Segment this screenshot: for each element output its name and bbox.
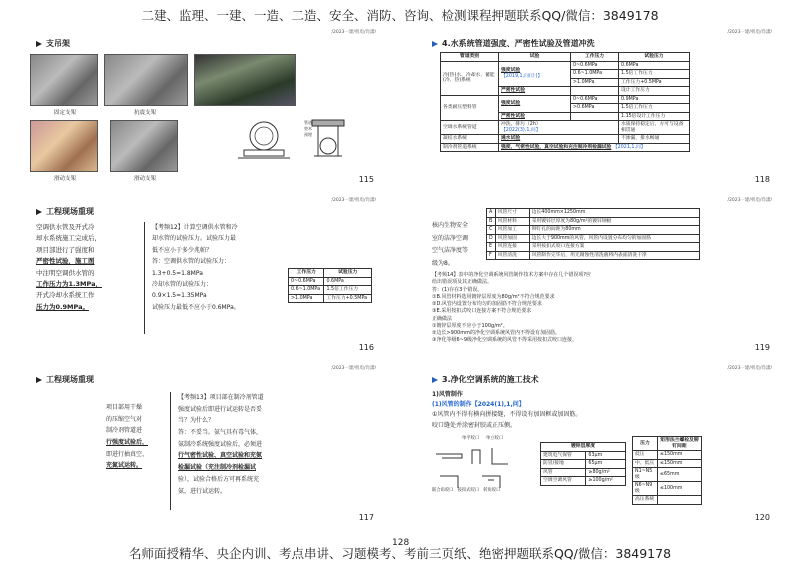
- scenario-text: 空调供水管及开式冷 却水系统施工完成后， 项目部进行了强度和 严密性试验，施工图 中注明空调供水管的 工作压力为1.3MPa， 开式冷却水系统工作 压力为0.9MPa。: [36, 223, 102, 311]
- mini-pressure-table: 工作压力 试验压力 0~0.6MPa 0.6MPa 0.6~1.0MPa 1.5倍工作压力 >1.0MPa 工作压力+0.5MPa: [288, 268, 372, 303]
- duct-plan-table: A 风管尺寸 边长400mm×1250mm B 风管材料 采用镀锌层厚度为80g/m²的镀锌钢板 C 风管加工 铆钉孔的间距为80mm D 风管加固 边长大于900mm的风管，风管内设置分布均匀的加固筋 E 风管连接 采用按扣式咬口连接方案 F 风管清洗 风管制作完毕后，用无腐蚀性清洗液将内表面清洗干净: [486, 208, 700, 260]
- seam-labels-top: 单平咬口 单立咬口: [462, 436, 504, 441]
- section-body: 1)风管制作 (1)风管的制作【2024(1),1,问】 ①风管内不得有横向拼接缝，不得设有加固框或加固筋。 咬口缝处并涂密封胶或正压侧。: [432, 391, 582, 429]
- triangle-icon: [36, 41, 42, 47]
- footer-page-number: 128: [392, 538, 410, 548]
- page-119: [418, 196, 778, 354]
- page-tag: /2023一建/机电/肖潇/: [331, 198, 376, 203]
- page-title: 工程现场重现: [36, 374, 94, 385]
- triangle-icon: [36, 377, 42, 383]
- caption-sliding-1: 滑动支架: [53, 176, 76, 182]
- page-number: 115: [358, 175, 374, 184]
- page-tag: /2023一建/机电/肖潇/: [331, 366, 376, 371]
- diagram-labels: 管道 垫木 预埋: [304, 120, 312, 137]
- seam-labels: 联合角咬口 按扣式咬口 转角咬口: [432, 488, 501, 493]
- page-number: 119: [754, 343, 770, 352]
- support-diagram: [222, 116, 352, 174]
- exam-answer: 【考频12】计算空调供水管和冷 却水管的试验压力。试验压力最 低不应小于多少兆帕？ 答：空调供水管的试验压力： 1.3+0.5=1.8MPa 冷却水管的试验压力： 0.9×1.5=1.35MPa 试验压力最低不应小于0.6MPa。: [152, 224, 240, 311]
- page-118: [418, 28, 778, 186]
- page-title: 工程现场重现: [36, 206, 94, 217]
- page-tag: /2023一建/机电/肖潇/: [727, 30, 772, 35]
- exam-answer: 【考频13】项目部在制冷剂管道 强度试验后即进行试运转是否妥 当？为什么？ 答：不妥当。氨气具有毒气体， 氨制冷系统强度试验后，必须进 行气密性试验、真空试验和充氨 检漏试验（充注制冷剂检漏试 验），试验合格后方可再系统充 氨，进行试运转。: [178, 394, 264, 495]
- caption-sliding-2: 滑动支架: [133, 176, 156, 182]
- page-title: 4.水系统管道强度、严密性试验及管道冲洗: [432, 38, 595, 49]
- triangle-icon: [432, 377, 438, 383]
- page-number: 120: [754, 513, 770, 522]
- page-number: 118: [754, 175, 770, 184]
- footer-banner: 名师面授精华、央企内训、考点串讲、习题模考、考前三页纸、绝密押题联系QQ/微信：3849178: [128, 546, 672, 561]
- divider: [170, 392, 171, 510]
- page-117: [22, 364, 382, 524]
- page-title: 支吊架: [36, 38, 70, 49]
- caption-seismic: 抗震支架: [133, 110, 156, 116]
- caption-fixed: 固定支架: [53, 110, 76, 116]
- scenario-text: 项目部用干燥 的压缩空气对 制冷剂管道进 行强度试验后， 即进行抽真空、 充氮试运转。: [106, 404, 149, 470]
- exam-answer: 【考频14】表中的净化空调系统风管制作技术方案中存在几个错误项?应 给出错误项及其正确做法。 答：(1)存在3个错误。 ①B.风管材料选用镀锌层厚度为80g/m²不符合规范要求 ②D.风管内设置分布均匀的加固筋不符合规范要求 ③E.采用按扣式咬口连接方案不符合规范要求 正确做法 ①镀锌层厚度不应小于100g/m²。 ②边长>900mm的净化空调系统风管内不得设有加固筋。 ③净化等级6~9级净化空调系统的风管不得采用按扣式咬口连接。: [432, 272, 592, 344]
- page-number: 116: [358, 343, 374, 352]
- photo-fixed-support: [30, 54, 98, 106]
- photo-pipes: [194, 54, 296, 106]
- scenario-text: 核内生物安全 室的洁净空调 空气洁净度等 级为8。: [432, 222, 469, 267]
- seam-diagram: [432, 444, 542, 494]
- page-tag: /2023一建/机电/肖潇/: [727, 198, 772, 203]
- page-115: [22, 28, 382, 186]
- page-tag: /2023一建/机电/肖潇/: [331, 30, 376, 35]
- zinc-table: 镀锌层厚度 建筑电气保管 63μm 防冒/接地 65μm 风管 ≥80g/m² 空调空调风管 ≥100g/m²: [540, 442, 626, 486]
- page-title: 3.净化空调系统的施工技术: [432, 374, 539, 385]
- triangle-icon: [36, 209, 42, 215]
- divider: [144, 222, 145, 334]
- pressure-test-table: 管道类别 试验 工作压力 试验压力 冷(热)水、冷却水、蓄能(冷、热)系统 强度试验 【2019,1,问(计)】 0~0.6MPa 0.6MPa 0.6~1.0MPa 1.5倍工作压力 >1.0MPa 工作压力+0.5MPa 严密性试验 设计工作压力 各类耐压塑料管 强度试验 0~0.6MPa 0.9MPa >0.6MPa 1.5倍工作压力 严密性试验 1.15倍设计工作压力 空调水系统管道 冲洗、排污（2h） 【2022(3),1,问】 水质保持稳定后，方可与设备相贯通 凝结水系统 通水试验 不渗漏，排水畅通 制冷剂管道系统 强度、气密性试验，真空试验和充注制冷剂检漏试验 【2021,1,问】: [440, 52, 690, 152]
- photo-sliding-1: [30, 120, 98, 172]
- page-116: [22, 196, 382, 354]
- page-120: [418, 364, 778, 524]
- page-number: 117: [358, 513, 374, 522]
- page-tag: /2023一建/机电/肖潇/: [727, 366, 772, 371]
- triangle-icon: [432, 41, 438, 47]
- header-banner: 二建、监理、一建、一造、二造、安全、消防、咨询、检测课程押题联系QQ/微信：3849178: [141, 8, 659, 23]
- flange-pressure-table: 压力 矩形法兰螺栓及铆钉间距 低压 ≤150mm 中、低压 ≤150mm N1~N5级 ≤65mm N6~N9级 ≤100mm 高压系统: [632, 436, 702, 505]
- photo-sliding-2: [110, 120, 178, 172]
- photo-seismic-support: [104, 54, 188, 106]
